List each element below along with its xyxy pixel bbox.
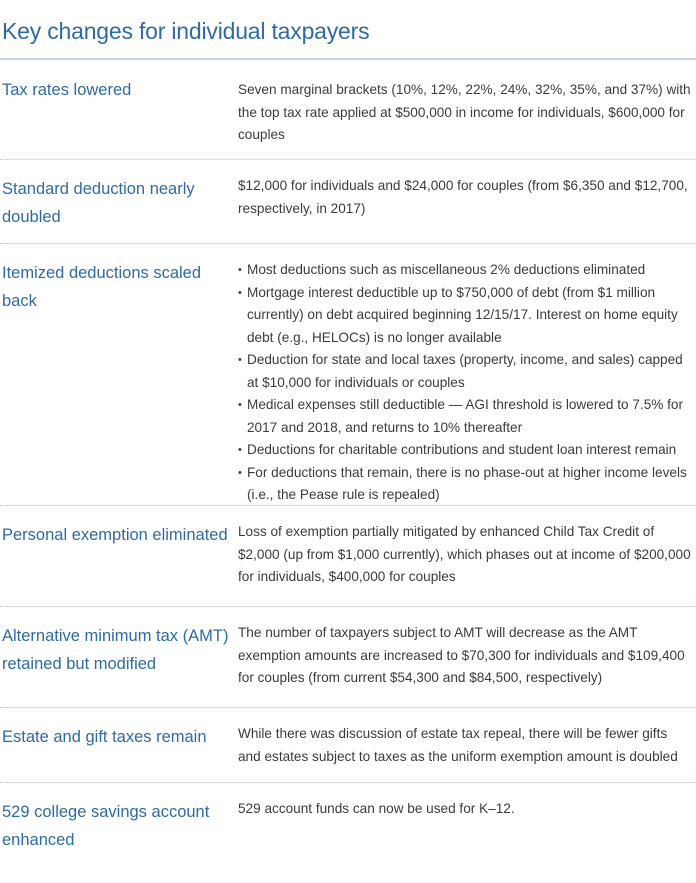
table-row-personal-exemption — [0, 506, 696, 607]
row-description: $12,000 for individuals and $24,000 for couples (from $6,350 and $12,700, respectively, in 2017) — [238, 178, 688, 216]
bullet-list — [238, 259, 692, 507]
bullet-item: • Deduction for state and local taxes (property, income, and sales) capped at $10,000 for individuals or couples — [238, 349, 692, 394]
row-label: Tax rates lowered — [2, 81, 132, 99]
row-label: Estate and gift taxes remain — [2, 728, 207, 746]
row-label: Standard deduction nearly doubled — [2, 180, 195, 226]
table-row-estate-gift — [0, 708, 696, 783]
row-description: The number of taxpayers subject to AMT will decrease as the AMT exemption amounts are increased to $70,300 for individuals and $109,400 for couples (from current $54,300 and $84,500, respectively) — [238, 625, 685, 685]
row-label: 529 college savings account enhanced — [2, 803, 210, 849]
table-row-amt — [0, 607, 696, 708]
row-description: Seven marginal brackets (10%, 12%, 22%, 24%, 32%, 35%, and 37%) with the top tax rate applied at $500,000 in income for individuals, $600,000 for couples — [238, 82, 691, 142]
page-title: Key changes for individual taxpayers — [2, 18, 370, 44]
row-label: Itemized deductions scaled back — [2, 264, 202, 310]
bullet-item: • Most deductions such as miscellaneous 2% deductions eliminated — [238, 259, 692, 282]
row-description: Loss of exemption partially mitigated by enhanced Child Tax Credit of $2,000 (up from $1,000 currently), which phases out at income of $200,000 for individuals, $400,000 for couples — [238, 524, 691, 584]
row-description: 529 account funds can now be used for K–12. — [238, 801, 515, 816]
table-row-tax-rates — [0, 60, 696, 160]
row-description — [238, 259, 696, 505]
bullet-item: • Mortgage interest deductible up to $750,000 of debt (from $1 million currently) on debt acquired beginning 12/15/17. Interest on home equity debt (e.g., HELOCs) is no longer available — [238, 282, 692, 350]
table-row-529 — [0, 783, 696, 883]
table-row-itemized-deductions — [0, 244, 696, 506]
row-description: While there was discussion of estate tax repeal, there will be fewer gifts and estates subject to taxes as the uniform exemption amount is doubled — [238, 726, 678, 764]
row-label: Personal exemption eliminated — [2, 526, 228, 544]
row-label: Alternative minimum tax (AMT) retained but modified — [2, 627, 229, 673]
table-row-standard-deduction — [0, 160, 696, 244]
bullet-item: • Deductions for charitable contributions and student loan interest remain — [238, 439, 692, 462]
bullet-item: • Medical expenses still deductible — AGI threshold is lowered to 7.5% for 2017 and 2018, and returns to 10% thereafter — [238, 394, 692, 439]
key-changes-table — [0, 60, 696, 883]
bullet-item: • For deductions that remain, there is no phase-out at higher income levels (i.e., the Pease rule is repealed) — [238, 462, 692, 507]
